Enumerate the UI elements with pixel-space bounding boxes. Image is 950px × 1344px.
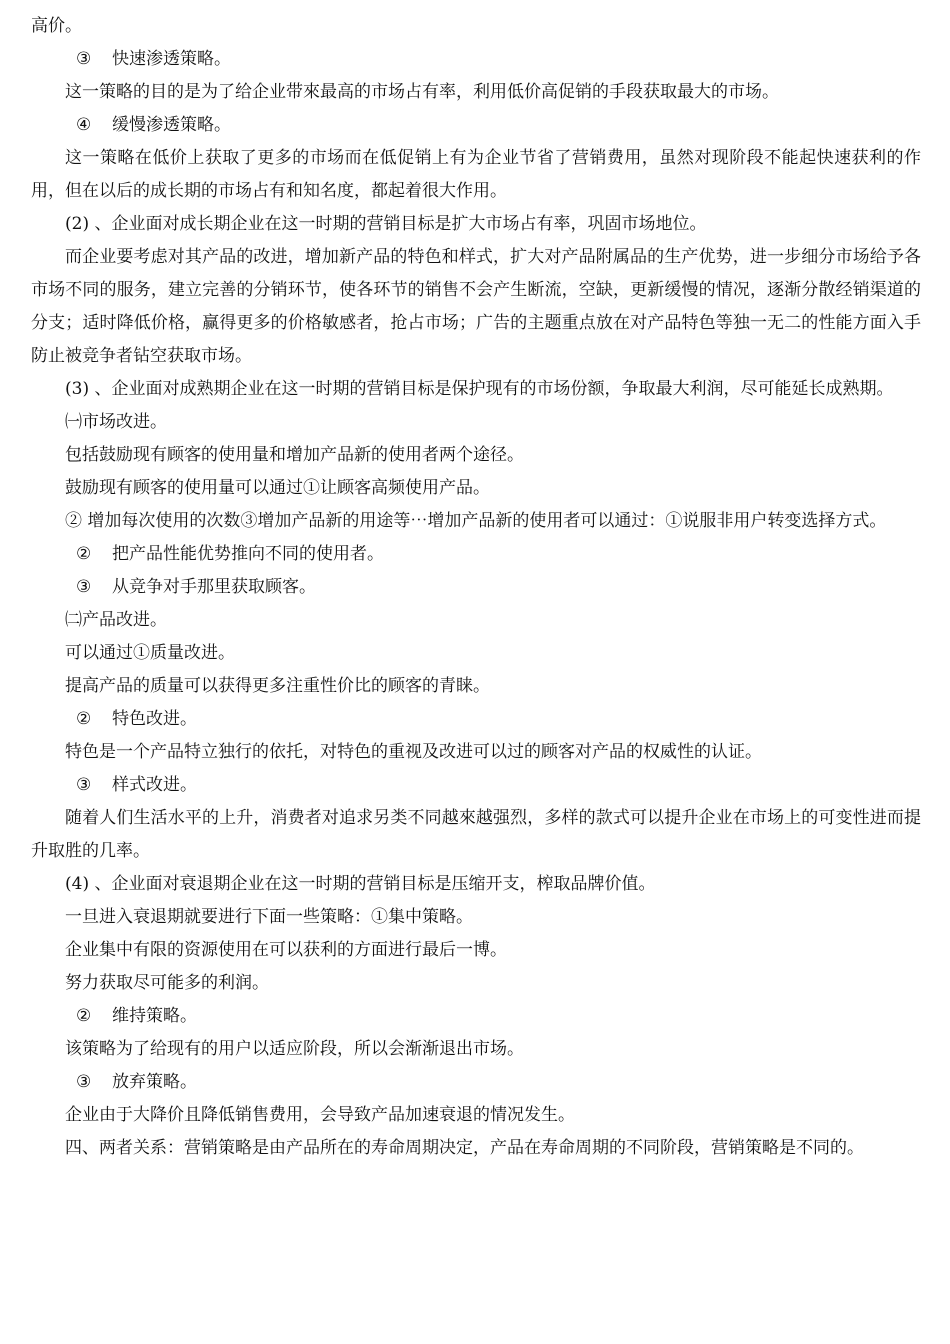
list-marker: ③: [76, 1072, 92, 1092]
list-marker: ④: [76, 115, 92, 135]
paragraph: ② 增加每次使用的次数③增加产品新的用途等⋯增加产品新的使用者可以通过：①说服非用户转变选择方式。: [65, 511, 887, 531]
paragraph: 努力获取尽可能多的利润。: [65, 973, 269, 993]
list-item-label: 把产品性能优势推向不同的使用者。: [112, 544, 384, 564]
subheading-market-improvement: ㈠市场改进。: [65, 412, 167, 432]
list-item: [31, 538, 921, 571]
list-item-fast-penetration: [31, 43, 921, 76]
list-item: [31, 1066, 921, 1099]
paragraph: 可以通过①质量改进。: [65, 643, 235, 663]
paragraph: 这一策略的目的是为了给企业带來最高的市场占有率，利用低价高促销的手段获取最大的市场。: [65, 82, 779, 102]
paragraph: 包括鼓励现有顾客的使用量和增加产品新的使用者两个途径。: [65, 445, 524, 465]
document-page: [31, 10, 921, 1165]
list-item-label: 样式改进。: [112, 775, 197, 795]
section-heading-decline: (4) 、企业面对衰退期企业在这一时期的营销目标是压缩开支，榨取品牌价值。: [65, 874, 656, 894]
paragraph: 该策略为了给现有的用户以适应阶段，所以会渐渐退出市场。: [65, 1039, 524, 1059]
list-marker: ③: [76, 577, 92, 597]
list-item-label: 从竞争对手那里获取顾客。: [112, 577, 316, 597]
section-heading-relationship: 四、两者关系：营销策略是由产品所在的寿命周期决定，产品在寿命周期的不同阶段，营销策略是不同的。: [65, 1138, 864, 1158]
paragraph: 而企业要考虑对其产品的改进，增加新产品的特色和样式，扩大对产品附属品的生产优势，进一步细分市场给予各市场不同的服务，建立完善的分销环节，使各环节的销售不会产生断流，空缺，更新缓慢的情况，逐渐分散经销渠道的分支；适时降低价格，赢得更多的价格敏感者，抢占市场；广告的主题重点放在对产品特色等独一无二的性能方面入手防止被竞争者钻空获取市场。: [31, 247, 921, 366]
list-item-label: 快速渗透策略。: [112, 49, 231, 69]
paragraph: 企业由于大降价且降低销售费用，会导致产品加速衰退的情况发生。: [65, 1105, 575, 1125]
list-item: [31, 1000, 921, 1033]
list-marker: ②: [76, 544, 92, 564]
list-item-label: 放弃策略。: [112, 1072, 197, 1092]
list-item: [31, 769, 921, 802]
subheading-product-improvement: ㈡产品改进。: [65, 610, 167, 630]
paragraph: 这一策略在低价上获取了更多的市场而在低促销上有为企业节省了营销费用，虽然对现阶段不能起快速获利的作用，但在以后的成长期的市场占有和知名度，都起着很大作用。: [31, 148, 921, 201]
paragraph: 鼓励现有顾客的使用量可以通过①让顾客高频使用产品。: [65, 478, 490, 498]
list-item: [31, 703, 921, 736]
list-marker: ③: [76, 775, 92, 795]
paragraph: 企业集中有限的资源使用在可以获利的方面进行最后一博。: [65, 940, 507, 960]
list-marker: ②: [76, 709, 92, 729]
list-marker: ③: [76, 49, 92, 69]
section-heading-maturity: (3) 、企业面对成熟期企业在这一时期的营销目标是保护现有的市场份额，争取最大利润，尽可能延长成熟期。: [65, 379, 894, 399]
list-marker: ②: [76, 1006, 92, 1026]
list-item-label: 维持策略。: [112, 1006, 197, 1026]
list-item: [31, 571, 921, 604]
paragraph-continuation: 高价。: [31, 16, 82, 36]
list-item-slow-penetration: [31, 109, 921, 142]
paragraph: 随着人们生活水平的上升，消费者对追求另类不同越來越强烈，多样的款式可以提升企业在市场上的可变性进而提升取胜的几率。: [31, 808, 921, 861]
list-item-label: 特色改进。: [112, 709, 197, 729]
section-heading-growth: (2) 、企业面对成长期企业在这一时期的营销目标是扩大市场占有率，巩固市场地位。: [65, 214, 707, 234]
paragraph: 一旦进入衰退期就要进行下面一些策略：①集中策略。: [65, 907, 473, 927]
list-item-label: 缓慢渗透策略。: [112, 115, 231, 135]
paragraph: 特色是一个产品特立独行的依托，对特色的重视及改进可以过的顾客对产品的权威性的认证。: [65, 742, 762, 762]
paragraph: 提高产品的质量可以获得更多注重性价比的顾客的青睐。: [65, 676, 490, 696]
